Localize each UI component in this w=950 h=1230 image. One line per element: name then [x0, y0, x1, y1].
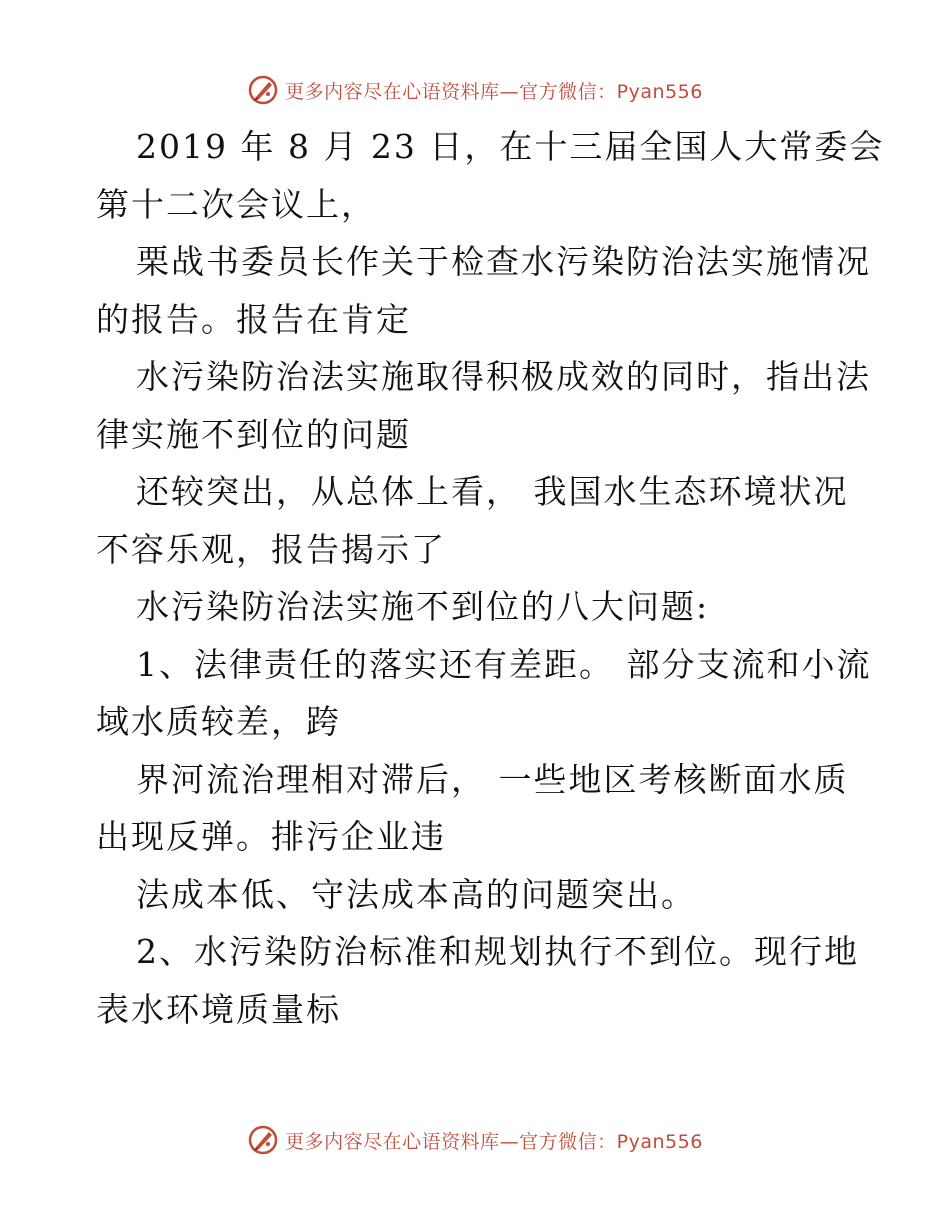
body-text-line: 第十二次会议上， [96, 184, 376, 224]
header-banner-text: 更多内容尽在心语资料库—官方微信：Pyan556 [285, 80, 703, 103]
header-banner [0, 70, 950, 110]
footer-banner-inner [247, 1124, 703, 1156]
body-text-line: 出现反弹。排污企业违 [96, 817, 446, 856]
body-text-line: 域水质较差，跨 [96, 702, 341, 741]
body-text-line: 还较突出，从总体上看， 我国水生态环境状况 [136, 472, 849, 511]
body-text-line: 的报告。报告在肯定 [96, 299, 411, 339]
body-text-line: 水污染防治法实施取得积极成效的同时，指出法 [136, 357, 871, 396]
body-text-line: 2、水污染防治标准和规划执行不到位。现行地 [136, 932, 859, 971]
body-text-line: 不容乐观，报告揭示了 [96, 529, 446, 569]
footer-banner-text: 更多内容尽在心语资料库—官方微信：Pyan556 [285, 1130, 703, 1153]
quill-pen-logo-icon [247, 1124, 279, 1156]
footer-banner [0, 1120, 950, 1160]
body-text-line: 水污染防治法实施不到位的八大问题: [136, 587, 710, 626]
body-text-line: 栗战书委员长作关于检查水污染防治法实施情况 [136, 242, 871, 281]
document-body [96, 118, 885, 1038]
body-text-line: 1、法律责任的落实还有差距。 部分支流和小流 [136, 644, 872, 684]
body-text-line: 表水环境质量标 [96, 989, 341, 1029]
body-text-line: 律实施不到位的问题 [96, 414, 411, 454]
header-banner-inner [247, 74, 703, 106]
body-text-line: 界河流治理相对滞后， 一些地区考核断面水质 [136, 759, 849, 799]
body-text-line: 法成本低、守法成本高的问题突出。 [136, 874, 696, 914]
body-text-line: 2019 年 8 月 23 日，在十三届全国人大常委会 [136, 127, 885, 166]
quill-pen-logo-icon [247, 74, 279, 106]
